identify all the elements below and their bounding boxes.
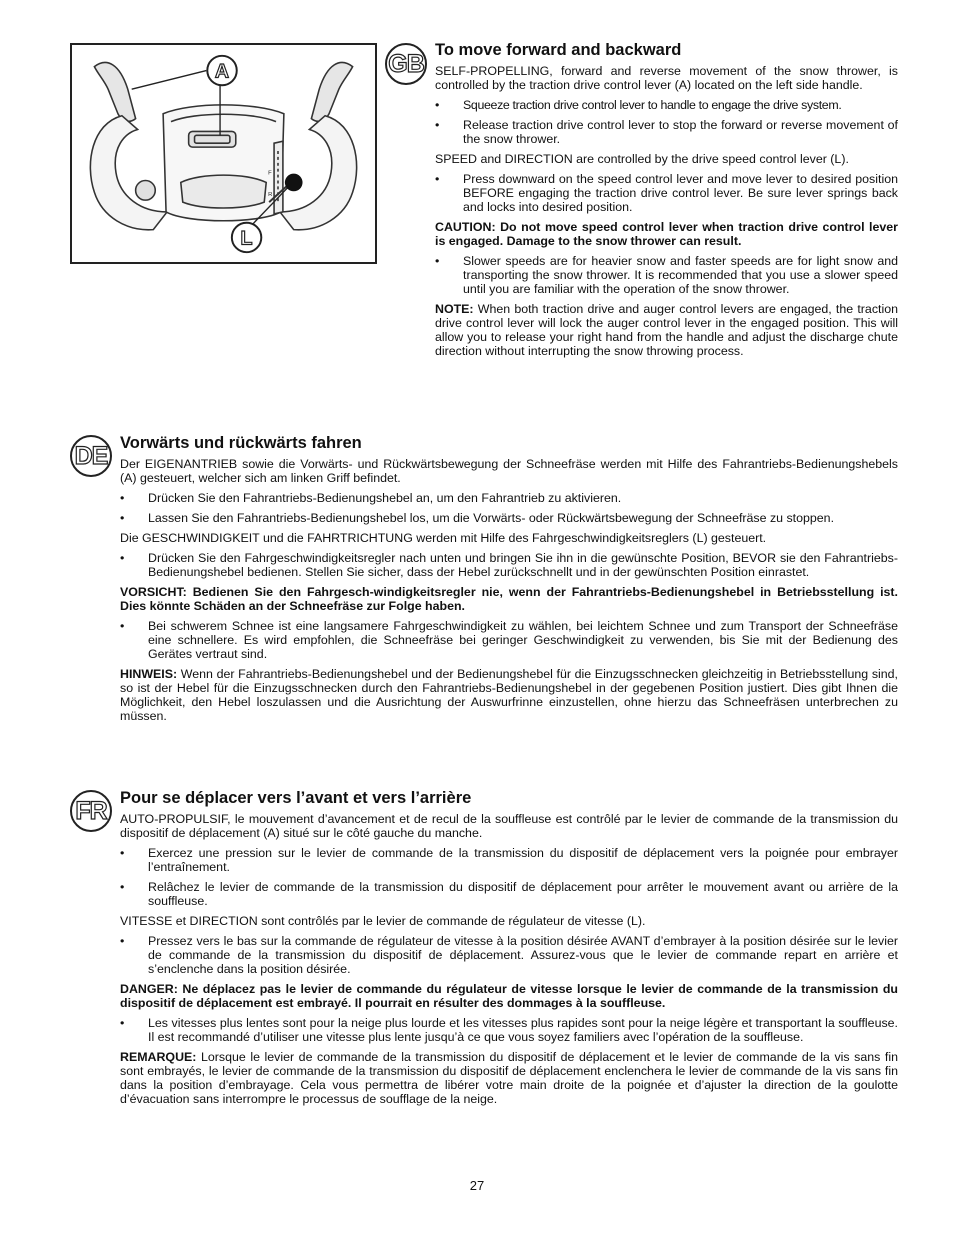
list-item: • Drücken Sie den Fahrantriebs-Bedienungshebel an, um den Fahrantrieb zu aktivieren. <box>120 491 898 505</box>
note-label: HINWEIS: <box>120 667 178 681</box>
forward-mark: F <box>268 170 272 177</box>
section-title: To move forward and backward <box>435 41 682 59</box>
callout-l <box>232 223 261 252</box>
svg-text:L: L <box>240 227 253 250</box>
bullet-list <box>120 934 898 976</box>
list-item: • Les vitesses plus lentes sont pour la neige plus lourde et les vitesses plus rapides sont pour la neige légère et transportant la souffleuse. Il est recommandé d’utiliser une vitesse plus lente jusqu’à ce que vous soyez familiers avec l’opération de la souffleuse. <box>120 1016 898 1044</box>
section-title: Vorwärts und rückwärts fahren <box>120 434 362 452</box>
reverse-mark: R <box>268 192 273 199</box>
speed-paragraph: VITESSE et DIRECTION sont contrôlés par le levier de commande de régulateur de vitesse (L). <box>120 914 646 928</box>
bullet-list <box>435 254 898 296</box>
caution-paragraph: DANGER: Ne déplacez pas le levier de commande du régulateur de vitesse lorsque le levier de commande de la transmission du dispositif de déplacement est embrayé. Il pourrait en résulter des dommages à la souffleuse. <box>120 982 898 1010</box>
note-text: When both traction drive and auger control levers are engaged, the traction drive control lever will lock the auger control lever in the engaged position. This will allow you to release your right hand from the handle and adjust the discharge chute direction without interrupting the snow throwing process. <box>435 302 898 358</box>
list-item: • Release traction drive control lever to stop the forward or reverse movement of the snow thrower. <box>435 118 898 146</box>
list-item: • Relâchez le levier de commande de la transmission du dispositif de déplacement pour arrêter le mouvement avant ou arrière de la souffleuse. <box>120 880 898 908</box>
language-badge-de: DE <box>70 435 112 477</box>
note-text: Lorsque le levier de commande de la transmission du dispositif de déplacement et le levier de commande de la vis sans fin sont embrayés, le levier de commande de la transmission du dispositif de déplacement enclenchera le levier de commande de la vis sans fin dans la position d’embrayage. Cela vous permettra de libérer votre main droite de la poignée et d’ajuster la direction de la goulotte d’évacuation sans interrompre le processus de soufflage de la neige. <box>120 1050 898 1106</box>
page-number: 27 <box>469 1178 485 1193</box>
caution-paragraph: CAUTION: Do not move speed control lever when traction drive control lever is engaged. Damage to the snow thrower can result. <box>435 220 898 248</box>
section-title: Pour se déplacer vers l’avant et vers l’arrière <box>120 789 472 807</box>
speed-paragraph: SPEED and DIRECTION are controlled by the drive speed control lever (L). <box>435 152 849 166</box>
note-label: REMARQUE: <box>120 1050 197 1064</box>
note-paragraph <box>435 302 898 358</box>
bullet-list <box>120 846 898 908</box>
list-item: • Press downward on the speed control lever and move lever to desired position BEFORE engaging the traction drive control lever. Be sure lever springs back and locks into desired position. <box>435 172 898 214</box>
bullet-list <box>435 172 898 214</box>
list-item: • Pressez vers le bas sur la commande de régulateur de vitesse à la position désirée AVANT d’embrayer à la position désirée sur le levier de commande de la transmission du dispositif de déplacement. Assurez-vous que le levier de commande repart en arrière et s’enclenche dans la position désirée. <box>120 934 898 976</box>
caution-paragraph: VORSICHT: Bedienen Sie den Fahrgesch-windigkeitsregler nie, wenn der Fahrantriebs-Bedienungshebel in Betriebsstellung ist. Dies könnte Schäden an der Schneefräse zur Folge haben. <box>120 585 898 613</box>
bullet-list <box>120 1016 898 1044</box>
bullet-list <box>435 98 898 146</box>
language-badge-gb: GB <box>385 43 427 85</box>
svg-text:A: A <box>214 60 230 83</box>
note-text: Wenn der Fahrantriebs-Bedienungshebel und der Bedienungshebel für die Einzugsschnecken gleichzeitig in Betriebsstellung sind, so ist der Hebel für die Einzugsschnecken durch den Fahrantriebs-Bedienungshebel in der gegebenen Position justiert. Dies gibt Ihnen die Möglichkeit, den Hebel loszulassen und die Ausrichtung der Auswurfrinne einzustellen, ohne hierzu das Schneefräsen unterbrechen zu müssen. <box>120 667 898 723</box>
bullet-list <box>120 619 898 661</box>
bullet-list <box>120 551 898 579</box>
list-item: • Exercez une pression sur le levier de commande de la transmission du dispositif de déplacement vers la poignée pour embrayer l’entraînement. <box>120 846 898 874</box>
snow-thrower-handles-illustration <box>72 45 375 262</box>
section-fr <box>120 789 898 1112</box>
intro-paragraph: AUTO-PROPULSIF, le mouvement d’avancement et de recul de la souffleuse est contrôlé par le levier de commande de la transmission du dispositif de déplacement (A) situé sur le côté gauche du manche. <box>120 812 898 840</box>
note-paragraph <box>120 1050 898 1106</box>
note-label: NOTE: <box>435 302 474 316</box>
callout-a <box>207 56 236 85</box>
section-gb <box>435 41 898 364</box>
list-item: • Drücken Sie den Fahrgeschwindigkeitsregler nach unten und bringen Sie ihn in die gewünschte Position, BEVOR sie den Fahrantriebs-Bedienungshebel bedienen. Stellen Sie sicher, dass der Hebel zurückschnellt und in der gewünschten Position einrastet. <box>120 551 898 579</box>
bullet-list <box>120 491 898 525</box>
intro-paragraph: Der EIGENANTRIEB sowie die Vorwärts- und Rückwärtsbewegung der Schneefräse werden mit Hilfe des Fahrantriebs-Bedienungshebels (A) gesteuert, welcher sich am linken Griff befindet. <box>120 457 898 485</box>
list-item: • Slower speeds are for heavier snow and faster speeds are for light snow and transporting the snow thrower. It is recommended that you use a slower speed until you are familiar with the operation of the snow thrower. <box>435 254 898 296</box>
list-item: • Lassen Sie den Fahrantriebs-Bedienungshebel los, um die Vorwärts- oder Rückwärtsbewegung der Schneefräse zu stoppen. <box>120 511 898 525</box>
list-item: • Squeeze traction drive control lever to handle to engage the drive system. <box>435 98 898 112</box>
control-panel-figure <box>70 43 377 264</box>
note-paragraph <box>120 667 898 723</box>
list-item: • Bei schwerem Schnee ist eine langsamere Fahrgeschwindigkeit zu wählen, bei leichtem Schnee und zum Transport der Schneefräse eine schnellere. Es wird empfohlen, die Schneefräse bei geringer Geschwindigkeit zu verwenden, bis Sie mit der Bedienung des Gerätes vertraut sind. <box>120 619 898 661</box>
section-de <box>120 434 898 729</box>
speed-paragraph: Die GESCHWINDIGKEIT und die FAHRTRICHTUNG werden mit Hilfe des Fahrgeschwindigkeitsreglers (L) gesteuert. <box>120 531 767 545</box>
language-badge-fr: FR <box>70 790 112 832</box>
speed-lever-knob <box>285 174 303 192</box>
intro-paragraph: SELF-PROPELLING, forward and reverse movement of the snow thrower, is controlled by the traction drive control lever (A) located on the left side handle. <box>435 64 898 92</box>
